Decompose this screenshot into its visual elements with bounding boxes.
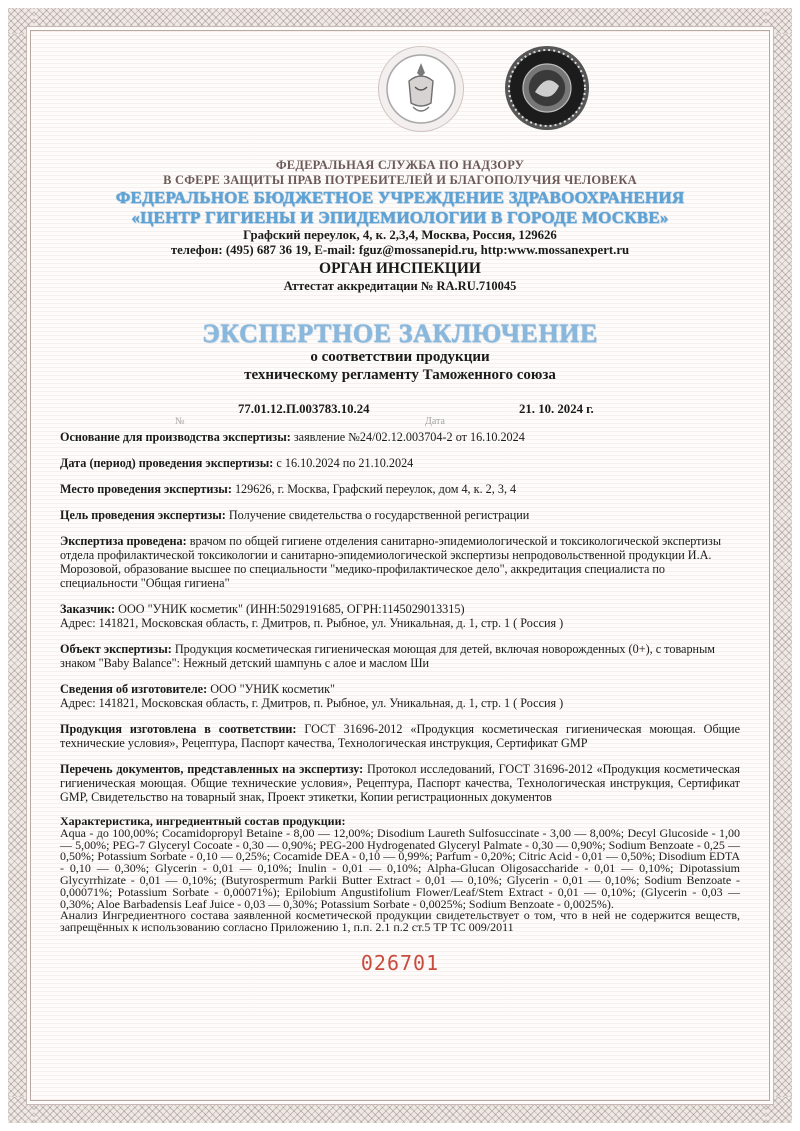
ingredients-value: Aqua - до 100,00%; Cocamidopropyl Betaine - 8,00 — 12,00%; Disodium Laureth Sulfosuccinate - 3,00 — 8,00%; Decyl Glucoside - 1,00 — 5,00%; PEG-7 Glyceryl Cocoate - 0,30 — 0,90%; PEG-200 Hydrogenated Glyceryl Palmate - 0,30 — 0,90%; Sodium Benzoate - 0,25 — 0,50%; Potassium Sorbate - 0,10 — 0,25%; Cocamide DEA - 0,10 — 0,99%; Parfum - 0,20%; Citric Acid - 0,01 — 0,50%; Disodium EDTA - 0,10 — 0,30%; Glycerin - 0,01 — 0,10%; Inulin - 0,01 — 0,10%; Alpha-Glucan Oligosaccharide - 0,01 — 0,10%; Dipotassium Glycyrrhizate - 0,01 — 0,10%; (Butyrospermum Parkii Butter Extract - 0,01 — 0,10%; Glycerin - 0,01 — 0,10%; Sodium Benzoate - 0,00071%; Potassium Sorbate - 0,00071%); Epilobium Angustifolium Flower/Leaf/Stem Extract - 0,01 — 0,10%; (Glycerin - 0,03 — 0,30%; Aloe Barbadensis Leaf Juice - 0,03 — 0,30%; Potassium Sorbate - 0,0025%; Sodium Benzoate - 0,0025%). [60,825,740,911]
customer-value: ООО "УНИК косметик" (ИНН:5029191685, ОГРН:1145029013315) [118,602,465,616]
period-section [60,456,740,470]
institution-line-2: «ЦЕНТР ГИГИЕНЫ И ЭПИДЕМИОЛОГИИ В ГОРОДЕ МОСКВЕ» [131,208,669,227]
produced-value: ГОСТ 31696-2012 «Продукция косметическая гигиеническая моющая. Общие технические условия», Рецептура, Паспорт качества, Технологическая инструкция, Сертификат GMP [60,722,740,750]
rospotrebnadzor-emblem-icon [378,46,464,132]
conclusion-number: 77.01.12.П.003783.10.24 [238,402,370,416]
maker-label: Сведения об изготовителе: [60,682,208,696]
documents-value: Протокол исследований, ГОСТ 31696-2012 «Продукция косметическая гигиеническая моющая. Общие технические условия», Рецептура, Паспорт качества, Технологическая инструкция, Сертификат GMP, Свидетельство на товарный знак, Проект этикетки, Копии регистрационных документов [60,762,740,804]
documents-section [60,762,740,804]
object-label: Объект экспертизы: [60,642,172,656]
conclusion-date: 21. 10. 2024 г. [519,402,594,416]
documents-label: Перечень документов, представленных на экспертизу: [60,762,364,776]
document-subtitle-2: техническому регламенту Таможенного союза [244,367,556,383]
maker-address: Адрес: 141821, Московская область, г. Дмитров, п. Рыбное, ул. Уникальная, д. 1, стр. 1 ( Россия ) [60,696,564,710]
expert-value: врачом по общей гигиене отделения санитарно-эпидемиологической и токсикологической экспертизы отдела профилактической токсикологии и санитарно-эпидемиологической экспертизы непродовольственной продукции И.А. Морозовой, образование высшее по специальности "медико-профилактическое дело", аккредитация специалиста по специальности "Общая гигиена" [60,534,722,590]
object-value: Продукция косметическая гигиеническая моющая для детей, включая новорожденных (0+), с товарным знаком "Baby Balance": Нежный детский шампунь с алое и маслом Ши [60,642,715,670]
produced-section [60,722,740,750]
customer-section [60,602,740,630]
maker-section [60,682,740,710]
accreditation: Аттестат аккредитации № RA.RU.710045 [283,279,517,293]
agency-line-1: ФЕДЕРАЛЬНАЯ СЛУЖБА ПО НАДЗОРУ [275,158,525,172]
produced-label: Продукция изготовлена в соответствии: [60,722,297,736]
institution-address: Графский переулок, 4, к. 2,3,4, Москва, Россия, 129626 [243,228,557,242]
period-label: Дата (период) проведения экспертизы: [60,456,274,470]
ingredients-section [60,816,740,934]
maker-value: ООО "УНИК косметик" [210,682,335,696]
emblems-row [60,38,740,158]
document-subtitle-1: о соответствии продукции [310,349,490,365]
agency-line-2: В СФЕРЕ ЗАЩИТЫ ПРАВ ПОТРЕБИТЕЛЕЙ И БЛАГОПОЛУЧИЯ ЧЕЛОВЕКА [163,173,637,187]
institution-contacts: телефон: (495) 687 36 19, E-mail: fguz@mossanepid.ru, http:www.mossanexpert.ru [170,243,630,257]
object-section [60,642,740,670]
date-label: Дата [425,416,445,427]
customer-label: Заказчик: [60,602,116,616]
basis-label: Основание для производства экспертизы: [60,430,291,444]
institution-line-1: ФЕДЕРАЛЬНОЕ БЮДЖЕТНОЕ УЧРЕЖДЕНИЕ ЗДРАВООХРАНЕНИЯ [115,188,685,207]
expert-section [60,534,740,590]
goal-label: Цель проведения экспертизы: [60,508,226,522]
number-label: № [175,416,185,427]
place-label: Место проведения экспертизы: [60,482,232,496]
goal-value: Получение свидетельства о государственной регистрации [228,508,530,522]
number-date-row [60,402,740,430]
basis-section [60,430,740,444]
serial-number: 026701 [360,950,440,975]
place-value: 129626, г. Москва, Графский переулок, дом 4, к. 2, 3, 4 [234,482,517,496]
organ-title: ОРГАН ИНСПЕКЦИИ [319,260,481,277]
ingredients-label: Характеристика, ингредиентный состав продукции: [60,814,346,828]
document-title: ЭКСПЕРТНОЕ ЗАКЛЮЧЕНИЕ [202,319,598,348]
customer-address: Адрес: 141821, Московская область, г. Дмитров, п. Рыбное, ул. Уникальная, д. 1, стр. 1 ( Россия ) [60,616,564,630]
period-value: с 16.10.2024 по 21.10.2024 [276,456,414,470]
goal-section [60,508,740,522]
analysis-value: Анализ Ингредиентного состава заявленной косметической продукции свидетельствует о том, что в ней не содержится веществ, запрещённых к использованию согласно Приложению 1, п.п. 2.1 п.2 ст.5 ТР ТС 009/2011 [60,908,740,935]
document-content [60,38,740,975]
expert-label: Экспертиза проведена: [60,534,187,548]
basis-value: заявление №24/02.12.003704-2 от 16.10.2024 [293,430,525,444]
hologram-seal-icon [505,46,589,130]
place-section [60,482,740,496]
